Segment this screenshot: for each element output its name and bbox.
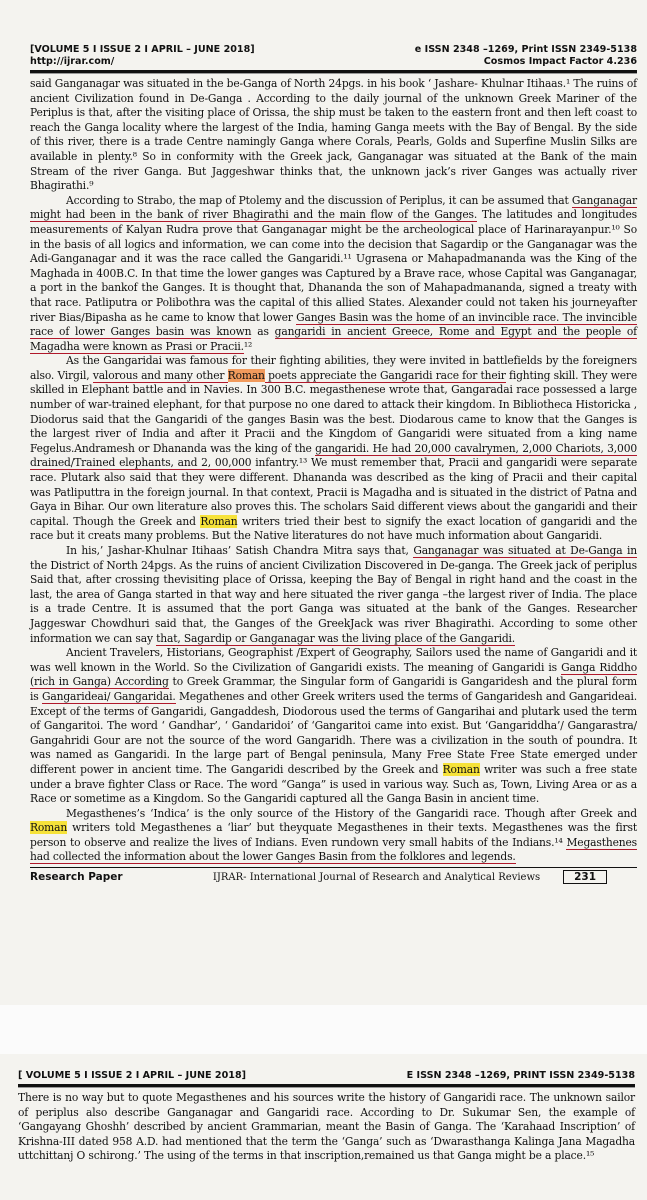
journal-page-2 <box>0 1054 647 1200</box>
paragraph-p4 <box>30 544 637 646</box>
text-run: In his,’ Jashar-Khulnar Itihaas’ Satish Chandra Mitra says that, <box>66 544 414 557</box>
paragraph-p3 <box>30 354 637 544</box>
article-body <box>30 77 637 865</box>
paragraph-p2 <box>30 194 637 355</box>
page-footer <box>30 867 637 884</box>
text-run: The latitudes and longitudes measurements of Kalyan Rudra prove that Ganganagar might be the archeological place of Harinarayanpur.¹⁰ So in the basis of all logics and information, we can come into the decision that Sagardip or the Ganganagar was the Adi-Ganganagar and it was the race called the Gangaridi.¹¹ Ugrasena or Mahapadmananda was the King of the Maghada in 400B.C. In that time the lower ganges was Captured by a Brave race, whose Capital was Ganganagar, a port in the bankof the Ganges. It is thought that, Dhananda the son of Mahapadmananda, signed a treaty with that race. Patliputra or Polibothra was the capital of this allied States. Alexander could not taken his journeyafter river Bias/Bipasha as he came to know that lower <box>30 208 637 324</box>
issn-line: e ISSN 2348 –1269, Print ISSN 2349-5138 <box>414 44 637 55</box>
text-run: Ancient Travelers, Historians, Geographist /Expert of Geography, Sailors used the name of Gangaridi and it was well known in the World. So the Civilization of Gangaridi exists. The meaning of Gangaridi is <box>30 646 637 674</box>
text-run: writer was such a free state under a brave fighter Class or Race. The word “Ganga” is used in various way. Such as, Town, Living Area or as a Race or sometime as a Kingdom. So the Gangaridi captured all the Ganga Basin in ancient time. <box>30 762 637 806</box>
page2-volume: [ VOLUME 5 I ISSUE 2 I APRIL – JUNE 2018] <box>18 1070 247 1081</box>
footer-label: Research Paper <box>30 871 123 884</box>
text-run: said Ganganagar was situated in the be-Ganga of North 24pgs. in his book ‘ Jashare- Khulnar Itihaas.¹ The ruins of ancient Civilization found in De-Ganga . According to the daily journal of the unknown Greek Mariner of the Periplus is that, after the visiting place of Orissa, the ship must be taken to the eastern front and then left coast to reach the Ganga locality where the largest of the India, haming Ganga meets with the Bay of Bengal. By the side of this river, there is a trade Centre namingly Ganga where Corals, Pearls, Golds and Superfine Muslin Silks are available in plenty.⁸ So in conformity with the Greek jack, Ganganagar was situated at the Bank of the main Stream of the river Ganga. But Jaggeshwar thinks that, the unknown jack’s river Ganges was actually river Bhagirathi.⁹ <box>30 77 637 193</box>
text-run: writers tried their best to signify the exact location of gangaridi and the race but it creats many problems. But the Native literatures do not have much information about Gangaridi. <box>30 514 638 543</box>
page2-paragraph: There is no way but to quote Megasthenes and his sources write the history of Gangaridi race. The unknown sailor of periplus also describe Ganganagar and Gangaridi race. According to Dr. Sukumar Sen, the example of ‘Gangayang Ghoshh’ described by ancient Grammarian, meant the Basin of Ganga. The ‘Karahaad Inscription’ of Krishna-III dated 958 A.D. had mentioned that the term the ‘Ganga’ such as ‘Dwarasthanga Kalinga Jana Magadha uttchittanj O schirong.’ The using of the terms in that inscription,remained us that Ganga might be a place.¹⁵ <box>18 1091 635 1163</box>
paragraph-p1 <box>30 77 637 194</box>
underlined-text: gangaridi in ancient Greece, Rome and Egypt and the people of Magadha were known as Prasi or Pracii. <box>30 325 637 353</box>
header-rule <box>30 70 637 74</box>
page-gap <box>0 1005 647 1054</box>
paragraph-p5 <box>30 646 637 807</box>
text-run: writers told Megasthenes a ‘liar’ but theyquate Megasthenes in their texts. Megasthenes was the first person to observe and realize the lives of Indians. Even rundown very small habits of the Indians.¹⁴ <box>30 821 637 849</box>
footer-journal: IJRAR- International Journal of Research and Analytical Reviews <box>212 871 541 883</box>
page-header <box>30 44 637 68</box>
page2-issn: E ISSN 2348 –1269, PRINT ISSN 2349-5138 <box>406 1070 635 1081</box>
page2-header-rule <box>18 1084 635 1088</box>
text-run: infantry.¹³ We must remember that, Pracii and gangaridi were separate race. Plutark also said that they were different. Dhananda was described as the king of Pracii and their capital was Patliputtra in the foreign journal. In that context, Pracii is Magadha and is situated in the district of Patna and Gaya in Bihar. Our own literature also proves this. The scholars Said different views about the gangaridi and their capital. Though the Greek and <box>30 456 637 528</box>
text-run: As the Gangaridai was famous for their fighting abilities, they were invited in battlefields by the foreigners also. Virgil, <box>30 354 637 382</box>
underlined-text: valorous and many other <box>92 368 228 382</box>
underlined-text: poets appreciate the Gangaridi race for their <box>264 368 506 382</box>
paragraph-p6 <box>30 807 637 865</box>
text-run: Megathenes and other Greek writers used the terms of Gangaridesh and Gangarideai. Except of the terms of Gangaridi, Gangaddesh, Diodorous used the terms of Gangarihai and plutark used the term of Gangaritoi. The word ‘ Gandhar’, ‘ Gandaridoi’ of ‘Gangaritoi came into exist. But ‘Gangariddha’/ Gangarastra/ Gangahridi Gour are not the source of the word Gangaridh. There was a civilization in the south of poundra. It was named as Gangaridi. In the large part of Bengal peninsula, Many Free State Free State emerged under different power in ancient time. The Gangaridi described by the Greek and <box>30 689 637 776</box>
underlined-text: that, Sagardip or Ganganagar was the living place of the Gangaridi. <box>156 631 516 645</box>
underlined-text: Megasthenes had collected the information about the lower Ganges Basin from the folklores and legends. <box>30 835 637 864</box>
highlighted-text: Roman <box>442 762 480 776</box>
text-run: to Greek Grammar, the Singular form of Gangaridi is Gangaridesh and the plural form is <box>30 675 638 703</box>
text-run: the District of North 24pgs. As the ruins of ancient Civilization Discovered in De-ganga. The Greek jack of periplus Said that, after crossing thevisiting place of Orissa, keeping the Bay of Bengal in right hand and the coast in the last, the area of Ganga started in that way and here situated the river ganga –the largest river of India. The place is a trade Centre. It is assumed that the port Ganga was situated at the bank of the Ganges. Researcher Jaggeswar Chowdhuri said that, the Ganges of the GreekJack was river Bhagirathi. According to some other information we can say <box>30 558 637 645</box>
page-number: 231 <box>563 870 607 884</box>
highlighted-text: Roman <box>200 514 238 528</box>
underlined-text: Ganges Basin was the home of an invincible race. The invincible race of lower Ganges basin was known <box>30 310 637 339</box>
journal-url[interactable]: http://ijrar.com/ <box>30 56 115 67</box>
underlined-text: gangaridi. He had 20,000 cavalrymen, 2,000 Chariots, 3,000 drained/Trained elephants, and 2, 00,000 <box>30 441 638 470</box>
text-run: Megasthenes’s ‘Indica’ is the only source of the History of the Gangaridi race. Though after Greek and <box>66 806 637 820</box>
underlined-text: Ganganagar was situated at De-Ganga in <box>413 544 637 557</box>
text-run: as <box>251 325 275 339</box>
text-run: fighting skill. They were skilled in Elephant battle and in Navies. In 300 B.C. megasthenese wrote that, Gangaradai race possessed a large number of war-trained elephant, for that purpose no one dared to attack their kingdom. In Bibliotheca Historicka , Diodorus said that the Gangaridi of the ganges Basin was the best. Diodarous came to know that the Ganges is the largest river of India and after it Pracii and the Kingdom of Gangaridi were situated from a king name Fegelus.Andramesh or Dhananda was the king of the <box>30 368 638 455</box>
highlighted-text: Roman <box>227 368 265 382</box>
impact-factor: Cosmos Impact Factor 4.236 <box>483 56 637 67</box>
page2-header <box>18 1070 635 1082</box>
volume-issue: [VOLUME 5 I ISSUE 2 I APRIL – JUNE 2018] <box>30 44 255 55</box>
underlined-text: Ganganagar might had been in the bank of river Bhagirathi and the main flow of the Ganges. <box>30 193 637 222</box>
underlined-text: Ganga Riddho (rich in Ganga) According <box>30 660 638 689</box>
highlighted-text: Roman <box>30 821 68 835</box>
underlined-text: Gangarideai/ Gangaridai. <box>42 689 176 703</box>
text-run: ¹² <box>243 339 253 353</box>
text-run: According to Strabo, the map of Ptolemy and the discussion of Periplus, it can be assumed that <box>66 193 572 207</box>
